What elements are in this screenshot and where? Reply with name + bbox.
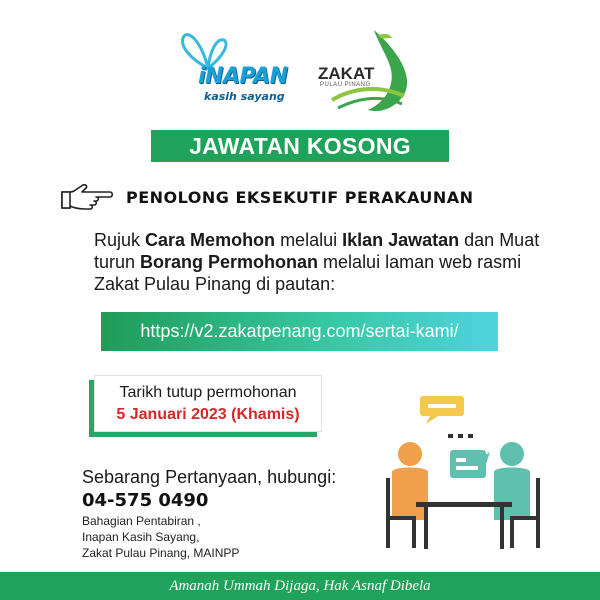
zakat-logo bbox=[312, 26, 422, 116]
instructions-text-2: melalui bbox=[275, 230, 343, 250]
pointing-hand-icon bbox=[60, 184, 114, 212]
contact-organization: Inapan Kasih Sayang, bbox=[82, 530, 200, 544]
zakat-logo-text: ZAKAT bbox=[318, 64, 375, 83]
instructions-bold-3: Borang Permohonan bbox=[140, 252, 319, 272]
instructions-bold-1: Cara Memohon bbox=[145, 230, 276, 250]
inapan-logo-subtext: kasih sayang bbox=[204, 90, 285, 103]
two-people-chatting-icon bbox=[380, 388, 550, 558]
closing-date-value: 5 Januari 2023 (Khamis) bbox=[116, 406, 300, 423]
instructions-text-1: Rujuk bbox=[94, 230, 146, 250]
contact-phone: 04-575 0490 bbox=[82, 490, 209, 511]
application-link[interactable]: https://v2.zakatpenang.com/sertai-kami/ bbox=[101, 312, 498, 351]
instructions-bold-2: Iklan Jawatan bbox=[342, 230, 460, 250]
contact-question: Sebarang Pertanyaan, hubungi: bbox=[82, 467, 337, 487]
inapan-logo-text: iNAPAN bbox=[198, 64, 288, 89]
vacancy-banner: JAWATAN KOSONG bbox=[151, 130, 449, 162]
application-instructions bbox=[94, 229, 554, 295]
contact-department: Bahagian Pentabiran , bbox=[82, 514, 201, 528]
position-title: PENOLONG EKSEKUTIF PERAKAUNAN bbox=[126, 188, 474, 207]
footer-tagline: Amanah Ummah Dijaga, Hak Asnaf Dibela bbox=[0, 572, 600, 600]
instructions-text-3: dan Muat turun bbox=[94, 230, 540, 272]
instructions-text-4: melalui laman web rasmi Zakat Pulau Pinang di pautan: bbox=[94, 252, 522, 294]
closing-date-box bbox=[94, 375, 322, 432]
contact-address: Zakat Pulau Pinang, MAINPP bbox=[82, 546, 240, 560]
inapan-logo bbox=[170, 30, 295, 110]
closing-date-label: Tarikh tutup permohonan bbox=[119, 384, 297, 401]
zakat-logo-subtext: PULAU PINANG bbox=[320, 82, 371, 88]
